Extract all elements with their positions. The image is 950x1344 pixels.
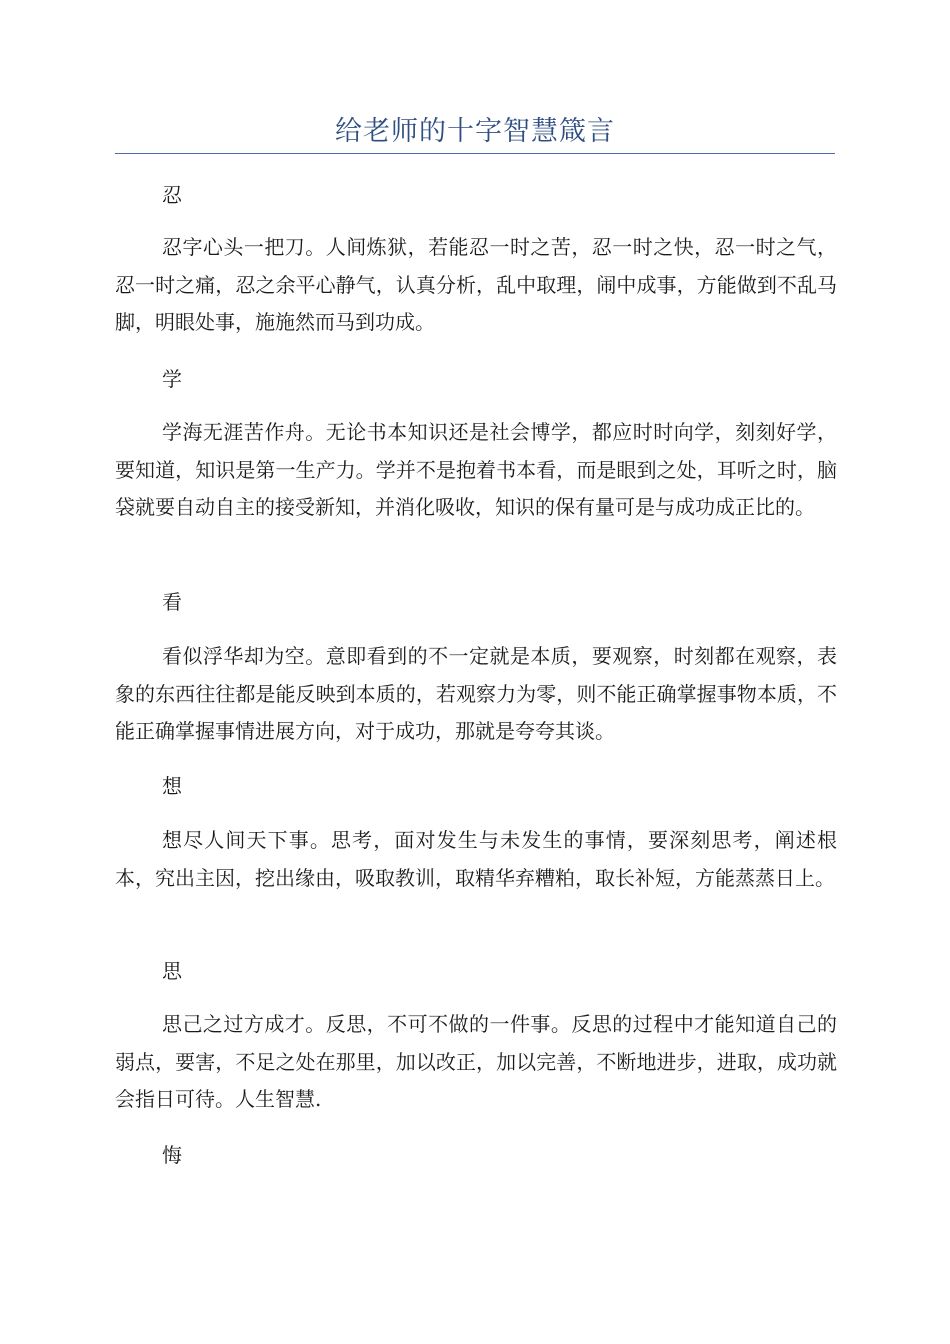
section-paragraph: 想尽人间天下事。思考，面对发生与未发生的事情，要深刻思考，阐述根本，究出主因，挖出缘由，吸取教训，取精华弃糟粕，取长补短，方能蒸蒸日上。 — [115, 828, 837, 890]
section-heading: 看 — [162, 590, 182, 614]
section-paragraph: 学海无涯苦作舟。无论书本知识还是社会博学，都应时时向学，刻刻好学，要知道，知识是第一生产力。学并不是抱着书本看，而是眼到之处，耳听之时，脑袋就要自动自主的接受新知，并消化吸收，知识的保有量可是与成功成正比的。 — [115, 420, 837, 519]
section-heading: 想 — [162, 774, 182, 798]
section-heading: 悔 — [162, 1143, 182, 1167]
section-heading: 思 — [162, 959, 182, 983]
page-title: 给老师的十字智慧箴言 — [335, 116, 615, 147]
title-underline — [115, 153, 835, 154]
section-paragraph: 忍字心头一把刀。人间炼狱，若能忍一时之苦，忍一时之快，忍一时之气，忍一时之痛，忍之余平心静气，认真分析，乱中取理，闹中成事，方能做到不乱马脚，明眼处事，施施然而马到功成。 — [115, 235, 837, 334]
section-paragraph: 思己之过方成才。反思，不可不做的一件事。反思的过程中才能知道自己的弱点，要害，不足之处在那里，加以改正，加以完善，不断地进步，进取，成功就会指日可待。人生智慧. — [115, 1012, 837, 1111]
section-heading: 学 — [162, 367, 182, 391]
section-heading: 忍 — [162, 183, 182, 207]
section-paragraph: 看似浮华却为空。意即看到的不一定就是本质，要观察，时刻都在观察，表象的东西往往都是能反映到本质的，若观察力为零，则不能正确掌握事物本质，不能正确掌握事情进展方向，对于成功，那就是夸夸其谈。 — [115, 644, 837, 743]
